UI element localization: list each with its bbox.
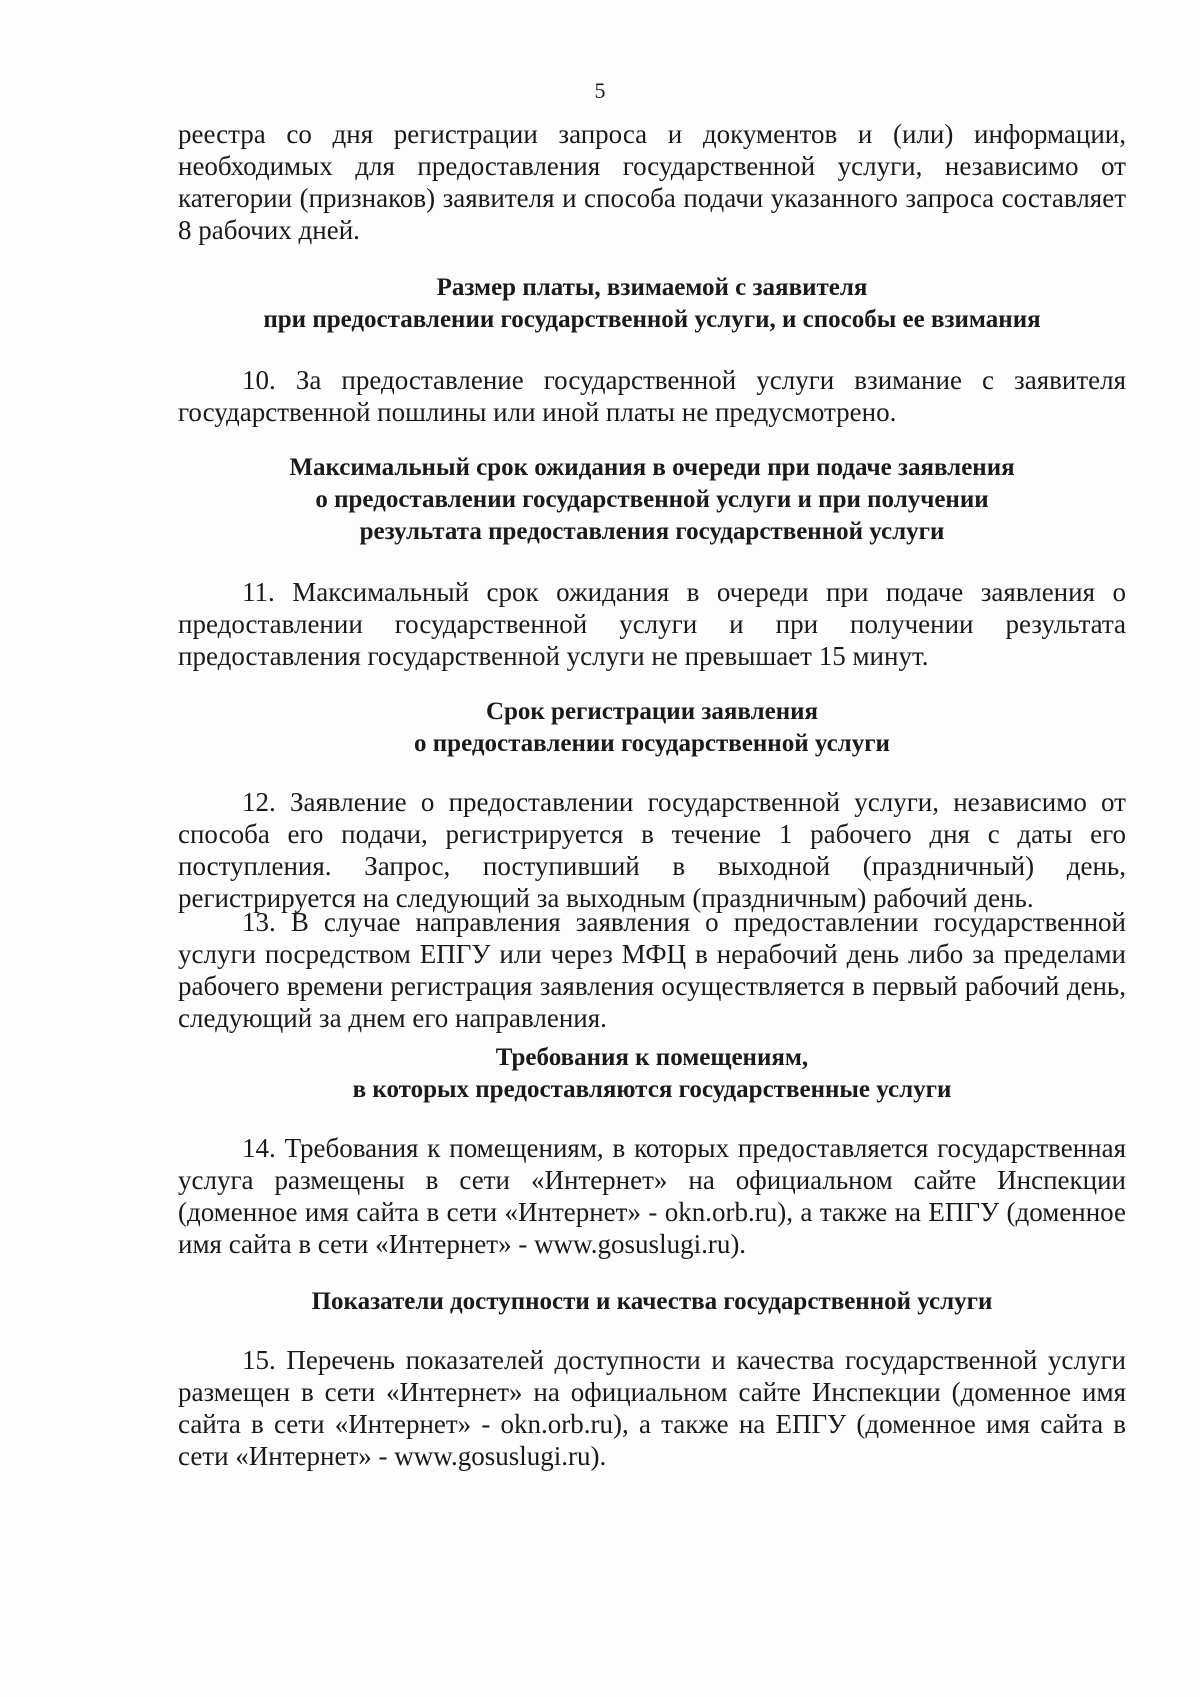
heading-line: о предоставлении государственной услуги	[414, 730, 890, 757]
section-heading-registration	[178, 696, 1126, 760]
paragraph-11: 11. Максимальный срок ожидания в очереди при подаче заявления о предоставлении государственной услуги и при получении результата предоставления государственной услуги не превышает 15 минут.	[178, 577, 1126, 671]
section-heading-premises	[178, 1042, 1126, 1106]
section-heading-indicators	[178, 1286, 1126, 1318]
section-heading-fee	[178, 272, 1126, 336]
heading-line: Требования к помещениям,	[495, 1044, 809, 1071]
paragraph-14: 14. Требования к помещениям, в которых предоставляется государственная услуга размещены в сети «Интернет» на официальном сайте Инспекции (доменное имя сайта в сети «Интернет» - okn.orb.ru), а также на ЕПГУ (доменное имя сайта в сети «Интернет» - www.gosuslugi.ru).	[178, 1133, 1126, 1259]
intro-paragraph: реестра со дня регистрации запроса и документов и (или) информации, необходимых для предоставления государственной услуги, независимо от категории (признаков) заявителя и способа подачи указанного запроса составляет 8 рабочих дней.	[178, 119, 1126, 245]
heading-line: в которых предоставляются государственные услуги	[352, 1076, 952, 1103]
paragraph-10: 10. За предоставление государственной услуги взимание с заявителя государственной пошлины или иной платы не предусмотрено.	[178, 365, 1126, 427]
heading-line: о предоставлении государственной услуги и при получении	[315, 486, 989, 513]
page-number: 5	[594, 78, 606, 103]
heading-line: Показатели доступности и качества государственной услуги	[311, 1288, 993, 1315]
heading-line: Размер платы, взимаемой с заявителя	[436, 274, 868, 301]
heading-line: результата предоставления государственной услуги	[359, 518, 945, 545]
heading-line: при предоставлении государственной услуги, и способы ее взимания	[263, 306, 1041, 333]
paragraph-12: 12. Заявление о предоставлении государственной услуги, независимо от способа его подачи, регистрируется в течение 1 рабочего дня с даты его поступления. Запрос, поступивший в выходной (праздничный) день, регистрируется на следующий за выходным (праздничным) рабочий день.	[178, 787, 1126, 913]
section-heading-queue	[178, 452, 1126, 548]
heading-line: Срок регистрации заявления	[485, 698, 819, 725]
heading-line: Максимальный срок ожидания в очереди при подаче заявления	[289, 454, 1015, 481]
paragraph-15: 15. Перечень показателей доступности и качества государственной услуги размещен в сети «Интернет» на официальном сайте Инспекции (доменное имя сайта в сети «Интернет» - okn.orb.ru), а также на ЕПГУ (доменное имя сайта в сети «Интернет» - www.gosuslugi.ru).	[178, 1345, 1126, 1471]
paragraph-13: 13. В случае направления заявления о предоставлении государственной услуги посредством ЕПГУ или через МФЦ в нерабочий день либо за пределами рабочего времени регистрация заявления осуществляется в первый рабочий день, следующий за днем его направления.	[178, 907, 1126, 1033]
